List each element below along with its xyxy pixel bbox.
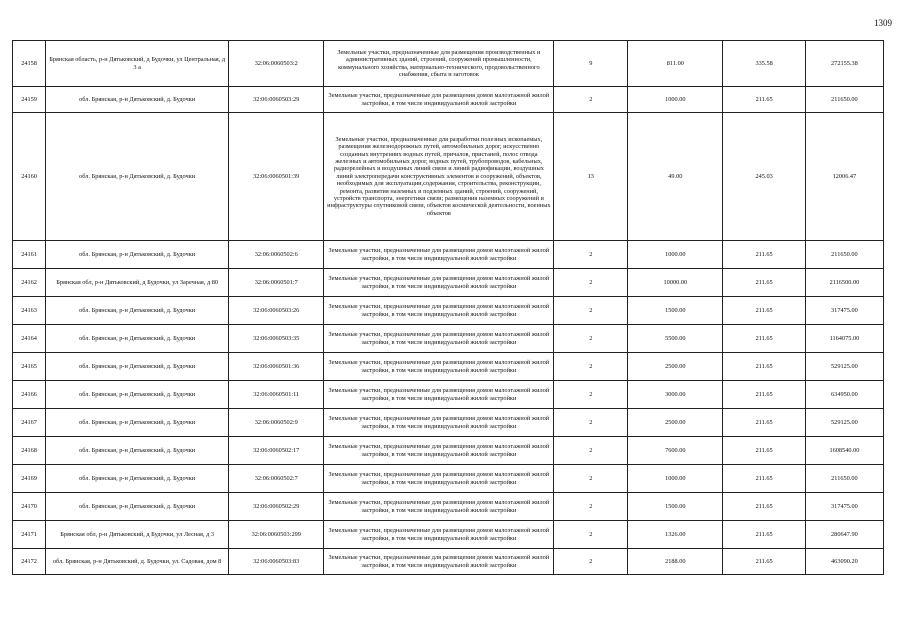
- cadastral-number-cell: 32:06:0060503:2: [229, 41, 324, 87]
- table-row: [13, 241, 884, 269]
- specific-value-cell: 211.65: [723, 465, 805, 493]
- permitted-use-cell: Земельные участки, предназначенные для размещения домов малоэтажной жилой застройки, в том числе индивидуальной жилой застройки: [324, 521, 554, 549]
- cadastral-value-cell: 1608540.00: [805, 437, 883, 465]
- table-row: [13, 381, 884, 409]
- table-row: [13, 87, 884, 113]
- use-category-cell: 2: [554, 269, 628, 297]
- row-id: 24161: [13, 241, 46, 269]
- cadastral-value-cell: 280647.90: [805, 521, 883, 549]
- cadastral-value-cell: 211650.00: [805, 241, 883, 269]
- permitted-use-cell: Земельные участки, предназначенные для размещения домов малоэтажной жилой застройки, в том числе индивидуальной жилой застройки: [324, 549, 554, 575]
- use-category-cell: 2: [554, 87, 628, 113]
- specific-value-cell: 211.65: [723, 297, 805, 325]
- table-row: [13, 521, 884, 549]
- cadastral-value-cell: 317475.00: [805, 493, 883, 521]
- row-id: 24168: [13, 437, 46, 465]
- use-category-cell: 2: [554, 353, 628, 381]
- row-id: 24159: [13, 87, 46, 113]
- permitted-use-cell: Земельные участки, предназначенные для размещения домов малоэтажной жилой застройки, в том числе индивидуальной жилой застройки: [324, 493, 554, 521]
- table-row: [13, 437, 884, 465]
- area-cell: 7600.00: [628, 437, 723, 465]
- area-cell: 3000.00: [628, 381, 723, 409]
- table-row: [13, 269, 884, 297]
- row-id: 24160: [13, 113, 46, 241]
- cadastral-value-cell: 634950.00: [805, 381, 883, 409]
- row-id: 24165: [13, 353, 46, 381]
- cadastral-value-cell: 12006.47: [805, 113, 883, 241]
- cadastral-number-cell: 32:06:0060501:39: [229, 113, 324, 241]
- use-category-cell: 9: [554, 41, 628, 87]
- cadastral-value-table: [12, 40, 884, 575]
- cadastral-number-cell: 32:06:0060501:36: [229, 353, 324, 381]
- specific-value-cell: 211.65: [723, 493, 805, 521]
- table-row: [13, 465, 884, 493]
- area-cell: 1000.00: [628, 87, 723, 113]
- use-category-cell: 2: [554, 437, 628, 465]
- row-id: 24172: [13, 549, 46, 575]
- address-cell: обл. Брянская, р-н Дятьковский, д. Будочки: [46, 465, 229, 493]
- table-row: [13, 113, 884, 241]
- address-cell: обл. Брянская, р-н Дятьковский, д. Будочки, ул. Садовая, дом 8: [46, 549, 229, 575]
- address-cell: обл. Брянская, р-н Дятьковский, д. Будочки: [46, 297, 229, 325]
- row-id: 24169: [13, 465, 46, 493]
- row-id: 24167: [13, 409, 46, 437]
- use-category-cell: 2: [554, 521, 628, 549]
- table-row: [13, 297, 884, 325]
- address-cell: обл. Брянская, р-н Дятьковский, д. Будочки: [46, 113, 229, 241]
- use-category-cell: 2: [554, 465, 628, 493]
- permitted-use-cell: Земельные участки, предназначенные для размещения домов малоэтажной жилой застройки, в том числе индивидуальной жилой застройки: [324, 269, 554, 297]
- use-category-cell: 2: [554, 381, 628, 409]
- row-id: 24171: [13, 521, 46, 549]
- specific-value-cell: 211.65: [723, 325, 805, 353]
- table-row: [13, 353, 884, 381]
- cadastral-value-cell: 1164075.00: [805, 325, 883, 353]
- specific-value-cell: 211.65: [723, 549, 805, 575]
- page-number: 1309: [874, 18, 892, 28]
- cadastral-value-cell: 463090.20: [805, 549, 883, 575]
- table-row: [13, 549, 884, 575]
- use-category-cell: 2: [554, 325, 628, 353]
- permitted-use-cell: Земельные участки, предназначенные для размещения производственных и административных зданий, строений, сооружений промышленности, коммунального хозяйства, материально-технического, продовольственного снабжения, сбыта и заготовок: [324, 41, 554, 87]
- table-row: [13, 325, 884, 353]
- address-cell: обл. Брянская, р-н Дятьковский, д. Будочки: [46, 381, 229, 409]
- cadastral-number-cell: 32:06:0060503:29: [229, 87, 324, 113]
- cadastral-value-cell: 529125.00: [805, 353, 883, 381]
- cadastral-number-cell: 32:06:0060503:35: [229, 325, 324, 353]
- table-row: [13, 41, 884, 87]
- permitted-use-cell: Земельные участки, предназначенные для размещения домов малоэтажной жилой застройки, в том числе индивидуальной жилой застройки: [324, 297, 554, 325]
- address-cell: обл. Брянская, р-н Дятьковский, д. Будочки: [46, 87, 229, 113]
- area-cell: 2500.00: [628, 353, 723, 381]
- specific-value-cell: 211.65: [723, 381, 805, 409]
- row-id: 24164: [13, 325, 46, 353]
- address-cell: Брянская обл, р-н Дятьковский, д Будочки, ул Заречная, д 80: [46, 269, 229, 297]
- address-cell: обл. Брянская, р-н Дятьковский, д. Будочки: [46, 409, 229, 437]
- address-cell: обл. Брянская, р-н Дятьковский, д. Будочки: [46, 241, 229, 269]
- cadastral-value-cell: 317475.00: [805, 297, 883, 325]
- cadastral-number-cell: 32:06:0060502:6: [229, 241, 324, 269]
- area-cell: 1000.00: [628, 241, 723, 269]
- address-cell: обл. Брянская, р-н Дятьковский, д. Будочки: [46, 493, 229, 521]
- cadastral-number-cell: 32:06:0060502:7: [229, 465, 324, 493]
- area-cell: 811.00: [628, 41, 723, 87]
- permitted-use-cell: Земельные участки, предназначенные для размещения домов малоэтажной жилой застройки, в том числе индивидуальной жилой застройки: [324, 465, 554, 493]
- permitted-use-cell: Земельные участки, предназначенные для разработки полезных ископаемых, размещения железнодорожных путей, автомобильных дорог, искусственно созданных внутренних водных путей, причалов, пристаней, полос отвода железных и автомобильных дорог, водных путей, трубопроводов, кабельных, радиорелейных и воздушных линий связи и линий радиофикации, воздушных линий электропередачи конструктивных элементов и сооружений, объектов, необходимых для эксплуатации,содержания, строительства, реконструкции, ремонта, развития наземных и подземных зданий, строений, сооружений, устройств транспорта, энергетики связи; размещения наземных сооружений и инфраструктуры спутниковой связи, объектов космической деятельности, военных объектов: [324, 113, 554, 241]
- cadastral-number-cell: 32:06:0060501:7: [229, 269, 324, 297]
- specific-value-cell: 245.03: [723, 113, 805, 241]
- permitted-use-cell: Земельные участки, предназначенные для размещения домов малоэтажной жилой застройки, в том числе индивидуальной жилой застройки: [324, 325, 554, 353]
- permitted-use-cell: Земельные участки, предназначенные для размещения домов малоэтажной жилой застройки, в том числе индивидуальной жилой застройки: [324, 353, 554, 381]
- row-id: 24170: [13, 493, 46, 521]
- specific-value-cell: 211.65: [723, 437, 805, 465]
- cadastral-number-cell: 32:06:0060502:17: [229, 437, 324, 465]
- specific-value-cell: 211.65: [723, 87, 805, 113]
- cadastral-number-cell: 32:06:0060501:11: [229, 381, 324, 409]
- use-category-cell: 2: [554, 241, 628, 269]
- specific-value-cell: 211.65: [723, 521, 805, 549]
- cadastral-value-cell: 529125.00: [805, 409, 883, 437]
- cadastral-number-cell: 32:06:0060503:26: [229, 297, 324, 325]
- use-category-cell: 2: [554, 297, 628, 325]
- address-cell: обл. Брянская, р-н Дятьковский, д. Будочки: [46, 325, 229, 353]
- area-cell: 5500.00: [628, 325, 723, 353]
- permitted-use-cell: Земельные участки, предназначенные для размещения домов малоэтажной жилой застройки, в том числе индивидуальной жилой застройки: [324, 87, 554, 113]
- area-cell: 1326.00: [628, 521, 723, 549]
- cadastral-value-cell: 2116500.00: [805, 269, 883, 297]
- area-cell: 1000.00: [628, 465, 723, 493]
- use-category-cell: 2: [554, 409, 628, 437]
- area-cell: 10000.00: [628, 269, 723, 297]
- cadastral-number-cell: 32:06:0060502:9: [229, 409, 324, 437]
- specific-value-cell: 335.58: [723, 41, 805, 87]
- specific-value-cell: 211.65: [723, 353, 805, 381]
- specific-value-cell: 211.65: [723, 409, 805, 437]
- permitted-use-cell: Земельные участки, предназначенные для размещения домов малоэтажной жилой застройки, в том числе индивидуальной жилой застройки: [324, 241, 554, 269]
- cadastral-value-cell: 211650.00: [805, 87, 883, 113]
- area-cell: 1500.00: [628, 297, 723, 325]
- area-cell: 2188.00: [628, 549, 723, 575]
- table-row: [13, 493, 884, 521]
- cadastral-number-cell: 32:06:0060503:299: [229, 521, 324, 549]
- area-cell: 2500.00: [628, 409, 723, 437]
- table-row: [13, 409, 884, 437]
- address-cell: обл. Брянская, р-н Дятьковский, д. Будочки: [46, 353, 229, 381]
- use-category-cell: 2: [554, 549, 628, 575]
- row-id: 24162: [13, 269, 46, 297]
- cadastral-value-cell: 272155.38: [805, 41, 883, 87]
- use-category-cell: 2: [554, 493, 628, 521]
- permitted-use-cell: Земельные участки, предназначенные для размещения домов малоэтажной жилой застройки, в том числе индивидуальной жилой застройки: [324, 437, 554, 465]
- cadastral-number-cell: 32:06:0060502:29: [229, 493, 324, 521]
- area-cell: 1500.00: [628, 493, 723, 521]
- address-cell: Брянская обл, р-н Дятьковский, д Будочки, ул Лесная, д 3: [46, 521, 229, 549]
- row-id: 24158: [13, 41, 46, 87]
- specific-value-cell: 211.65: [723, 241, 805, 269]
- cadastral-value-cell: 211650.00: [805, 465, 883, 493]
- row-id: 24163: [13, 297, 46, 325]
- area-cell: 49.00: [628, 113, 723, 241]
- table-body: [13, 41, 884, 575]
- permitted-use-cell: Земельные участки, предназначенные для размещения домов малоэтажной жилой застройки, в том числе индивидуальной жилой застройки: [324, 409, 554, 437]
- specific-value-cell: 211.65: [723, 269, 805, 297]
- use-category-cell: 13: [554, 113, 628, 241]
- cadastral-number-cell: 32:06:0060503:83: [229, 549, 324, 575]
- address-cell: Брянская область, р-н Дятьковский, д Будочки, ул Центральная, д 3 а: [46, 41, 229, 87]
- permitted-use-cell: Земельные участки, предназначенные для размещения домов малоэтажной жилой застройки, в том числе индивидуальной жилой застройки: [324, 381, 554, 409]
- row-id: 24166: [13, 381, 46, 409]
- address-cell: обл. Брянская, р-н Дятьковский, д. Будочки: [46, 437, 229, 465]
